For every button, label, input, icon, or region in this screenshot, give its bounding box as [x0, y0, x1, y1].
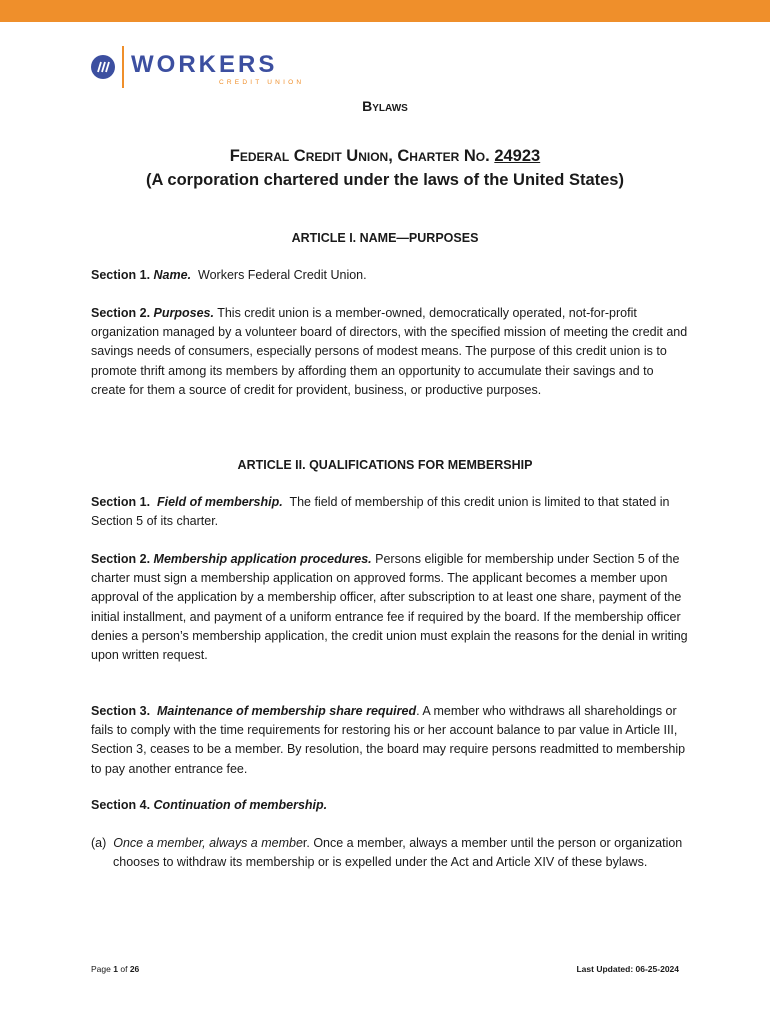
item-marker: (a) — [91, 836, 107, 850]
charter-line — [0, 145, 770, 167]
section-text: This credit union is a member-owned, democratically operated, not-for-profit organization managed by a volunteer board of directors, with the specified mission of meeting the credit and savings needs of consumers, especially persons of modest means. The purpose of this credit union is to promote thrift among its members by affording them an opportunity to accumulate their savings and to create for them a source of credit for provident, business, or productive purposes. — [91, 306, 688, 397]
article-1-section-2 — [91, 304, 689, 400]
last-updated-footer: Last Updated: 06-25-2024 — [576, 964, 679, 974]
of-word: of — [120, 964, 128, 974]
section-label: Section 2. — [91, 552, 151, 566]
article-2-heading: ARTICLE II. QUALIFICATIONS FOR MEMBERSHIP — [237, 458, 533, 472]
section-title: Membership application procedures. — [153, 552, 372, 566]
article-2-section-3 — [91, 702, 689, 779]
section-title: Purposes. — [153, 306, 214, 320]
charter-number: 24923 — [494, 147, 541, 165]
section-label: Section 1. — [91, 268, 151, 282]
article-1-section-1 — [91, 266, 689, 285]
charter-prefix: Federal Credit Union, Charter No. — [229, 147, 490, 165]
page-total: 26 — [129, 964, 140, 974]
logo-divider — [122, 46, 124, 88]
section-label: Section 3. — [91, 704, 151, 718]
section-title: Name. — [153, 268, 192, 282]
section-title: Maintenance of membership share required — [157, 704, 417, 718]
section-text: Workers Federal Credit Union. — [198, 268, 367, 282]
page-number: 1 — [113, 964, 118, 974]
section-text: . A member who withdraws all shareholdings or fails to comply with the time requirements for restoring his or her account balance to par value in Article III, Section 3, ceases to be a member. By resolution, the board may require persons readmitted to membership to pay another entrance fee. — [91, 704, 686, 776]
item-title: Once a member, always a membe — [113, 836, 303, 850]
section-title: Continuation of membership. — [153, 798, 328, 812]
section-title: Field of membership. — [157, 495, 283, 509]
document-title: Bylaws — [362, 98, 408, 114]
item-text: r. Once a member, always a member until the person or organization chooses to withdraw its membership or is expelled under the Act and Article XIV of these bylaws. — [113, 836, 683, 870]
corporation-line: (A corporation chartered under the laws of the United States) — [146, 171, 624, 189]
workers-credit-union-logo — [91, 46, 306, 90]
article-2-section-1 — [91, 493, 689, 531]
page-word: Page — [91, 964, 111, 974]
section-label: Section 2. — [91, 306, 151, 320]
article-2-section-2 — [91, 550, 689, 665]
logo-wordmark: WORKERS — [131, 51, 278, 78]
page-number-footer — [91, 964, 139, 974]
logo-subtitle: CREDIT UNION — [219, 79, 305, 86]
logo-mark-icon — [91, 55, 115, 79]
top-accent-bar — [0, 0, 770, 22]
article-2-section-4-item-a — [91, 834, 711, 872]
section-label: Section 1. — [91, 495, 151, 509]
article-2-section-4 — [91, 796, 689, 815]
section-text: Persons eligible for membership under Section 5 of the charter must sign a membership application on approved forms. The applicant becomes a member upon approval of the application by a membership officer, after subscription to at least one share, payment of the initial installment, and payment of a uniform entrance fee if required by the board. If the membership officer denies a person’s membership application, the credit union must explain the reasons for the denial in writing upon written request. — [91, 552, 688, 663]
article-1-heading: ARTICLE I. NAME—PURPOSES — [291, 231, 479, 245]
section-text: The field of membership of this credit union is limited to that stated in Section 5 of its charter. — [91, 495, 670, 529]
section-label: Section 4. — [91, 798, 151, 812]
